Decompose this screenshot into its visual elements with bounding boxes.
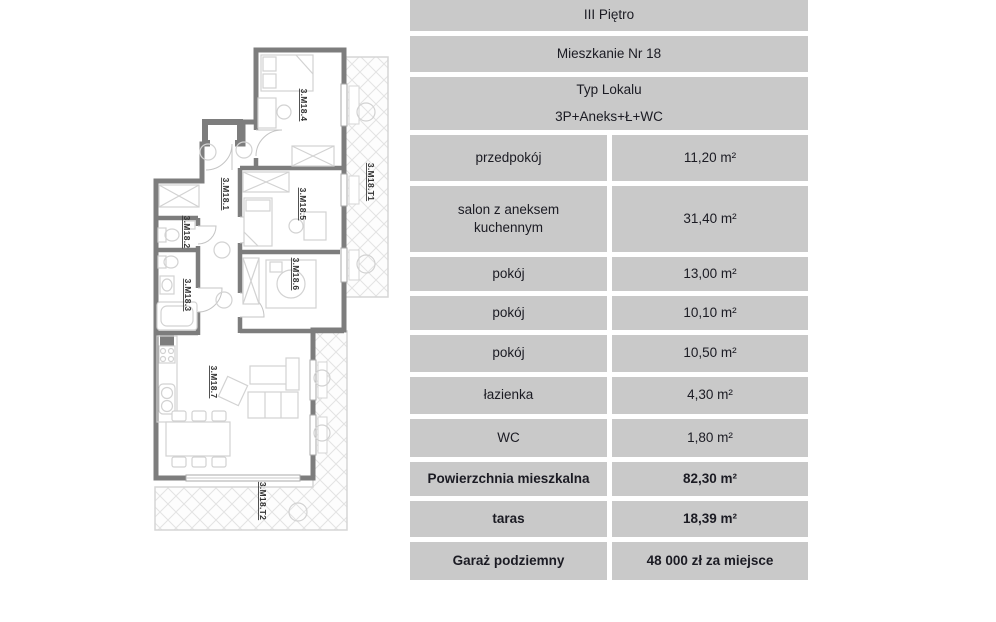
type-value: 3P+Aneks+Ł+WC bbox=[555, 109, 663, 124]
room-name: WC bbox=[410, 419, 607, 457]
room-name: pokój bbox=[410, 335, 607, 372]
room-label-bedroom-3: 3.M18.6 bbox=[291, 257, 301, 291]
room-label-bedroom-1: 3.M18.4 bbox=[299, 88, 309, 122]
table-row bbox=[410, 419, 808, 457]
table-row-terrace bbox=[410, 501, 808, 537]
table-row bbox=[410, 257, 808, 291]
total-area-value: 82,30 m² bbox=[612, 462, 808, 496]
room-label-bathroom: 3.M18.3 bbox=[183, 278, 193, 312]
total-area-label: Powierzchnia mieszkalna bbox=[410, 462, 607, 496]
table-row bbox=[410, 135, 808, 181]
room-area: 31,40 m² bbox=[612, 186, 808, 252]
table-row bbox=[410, 186, 808, 252]
type-label: Typ Lokalu bbox=[576, 81, 642, 97]
room-name: salon z aneksem kuchennym bbox=[410, 186, 607, 252]
table-row-floor bbox=[410, 0, 808, 31]
room-name: pokój bbox=[410, 257, 607, 291]
table-row-total-area bbox=[410, 462, 808, 496]
room-area: 10,10 m² bbox=[612, 296, 808, 330]
room-area: 13,00 m² bbox=[612, 257, 808, 291]
floor-header: III Piętro bbox=[410, 0, 808, 31]
table-row bbox=[410, 335, 808, 372]
room-label-terrace-2: 3.M18.T2 bbox=[258, 481, 268, 521]
garage-label: Garaż podziemny bbox=[410, 542, 607, 580]
apartment-info-table bbox=[410, 0, 808, 585]
room-area: 10,50 m² bbox=[612, 335, 808, 372]
room-label-terrace-1: 3.M18.T1 bbox=[366, 162, 376, 202]
apartment-header: Mieszkanie Nr 18 bbox=[410, 36, 808, 72]
garage-value: 48 000 zł za miejsce bbox=[612, 542, 808, 580]
table-row-type bbox=[410, 77, 808, 130]
room-name: przedpokój bbox=[410, 135, 607, 181]
table-row-garage bbox=[410, 542, 808, 580]
room-label-living-room: 3.M18.7 bbox=[209, 365, 219, 399]
room-label-bedroom-2: 3.M18.5 bbox=[298, 187, 308, 221]
room-label-hallway: 3.M18.1 bbox=[221, 177, 231, 211]
table-row-apartment bbox=[410, 36, 808, 72]
room-name: łazienka bbox=[410, 377, 607, 414]
table-row bbox=[410, 377, 808, 414]
type-header bbox=[410, 77, 808, 130]
room-area: 11,20 m² bbox=[612, 135, 808, 181]
room-area: 1,80 m² bbox=[612, 419, 808, 457]
table-row bbox=[410, 296, 808, 330]
room-label-wc: 3.M18.2 bbox=[182, 215, 192, 249]
room-name: pokój bbox=[410, 296, 607, 330]
terrace-label: taras bbox=[410, 501, 607, 537]
room-area: 4,30 m² bbox=[612, 377, 808, 414]
terrace-value: 18,39 m² bbox=[612, 501, 808, 537]
floor-plan bbox=[0, 0, 430, 622]
